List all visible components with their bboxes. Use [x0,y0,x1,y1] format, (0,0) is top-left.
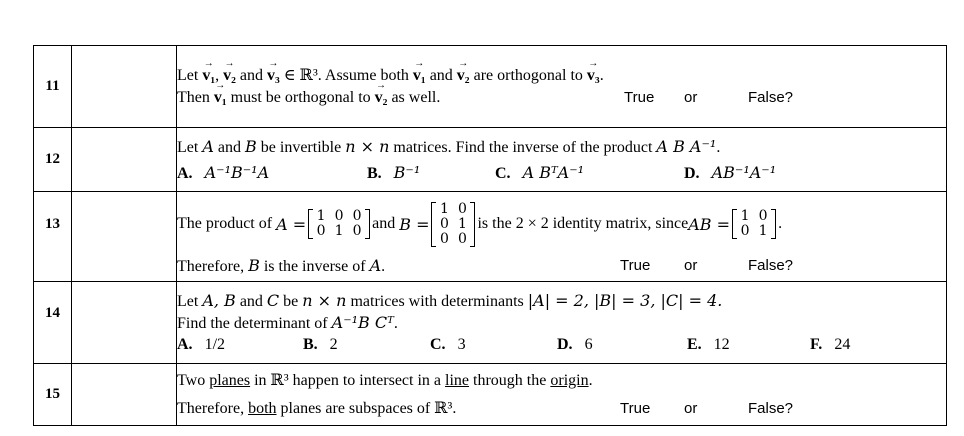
or-label: or [684,88,698,106]
option-b[interactable]: B. B⁻¹ [367,162,421,182]
question-text [177,128,947,192]
question-text [177,46,947,128]
question-row-13 [34,192,947,282]
option-a[interactable]: A. 1/2 [177,335,226,353]
options-line [177,334,946,356]
options-line [177,162,946,184]
question-number: 13 [34,192,72,282]
option-d[interactable]: D. 6 [557,335,593,353]
option-b[interactable]: B. 2 [303,335,338,353]
question-text [177,364,947,426]
question-number: 12 [34,128,72,192]
false-option[interactable]: False? [748,88,794,106]
or-label: or [684,399,698,417]
question-line: Therefore, B is the inverse of A. True or False? [177,256,794,275]
false-option[interactable]: False? [748,399,794,417]
question-line: Therefore, both planes are subspaces of ℝ³. True or False? [177,398,946,420]
question-row-15 [34,364,947,426]
question-row-14 [34,282,947,364]
question-line: The product of A = 1 0 0 0 1 0 and B = 1 0 0 1 0 0 is the 2 × 2 identity matrix, since AB = 1 0 0 1 . [177,200,783,247]
question-line: Let A, B and C be n × n matrices with determinants |A| = 2, |B| = 3, |C| = 4. [177,290,723,310]
answer-cell[interactable] [72,364,177,426]
matrix-a: 1 0 0 0 1 0 [308,209,370,239]
answer-cell[interactable] [72,192,177,282]
option-a[interactable]: A. A⁻¹B⁻¹A [177,162,270,182]
answer-cell[interactable] [72,128,177,192]
question-text [177,282,947,364]
question-number: 15 [34,364,72,426]
false-option[interactable]: False? [748,257,794,274]
answer-cell[interactable] [72,282,177,364]
option-c[interactable]: C. A BᵀA⁻¹ [495,162,585,182]
question-line: Two planes in ℝ³ happen to intersect in a line through the origin. [177,371,593,389]
or-label: or [684,257,698,274]
identity-matrix: 1 0 0 1 [732,209,776,239]
question-line: Find the determinant of A⁻¹B Cᵀ. [177,312,398,332]
question-number: 14 [34,282,72,364]
question-line: Then → v₁ must be orthogonal to → v₂ as well. True or False? [177,87,946,109]
option-c[interactable]: C. 3 [430,335,466,353]
questions-table [33,45,947,426]
question-row-12 [34,128,947,192]
question-line: Let → v₁, → v₂ and → v₃ ∈ ℝ³. Assume both → v₁ and → v₂ are orthogonal to → v₃. [177,65,946,87]
question-number: 11 [34,46,72,128]
question-row-11 [34,46,947,128]
true-option[interactable]: True [624,88,655,106]
option-f[interactable]: F. 24 [810,335,851,353]
true-option[interactable]: True [620,257,651,274]
option-d[interactable]: D. AB⁻¹A⁻¹ [684,162,777,182]
matrix-b: 1 0 0 1 0 0 [431,202,475,247]
true-option[interactable]: True [620,399,651,417]
answer-cell[interactable] [72,46,177,128]
question-text [177,192,947,282]
question-line: Let A and B be invertible n × n matrices. Find the inverse of the product A B A⁻¹. [177,136,721,156]
option-e[interactable]: E. 12 [687,335,730,353]
